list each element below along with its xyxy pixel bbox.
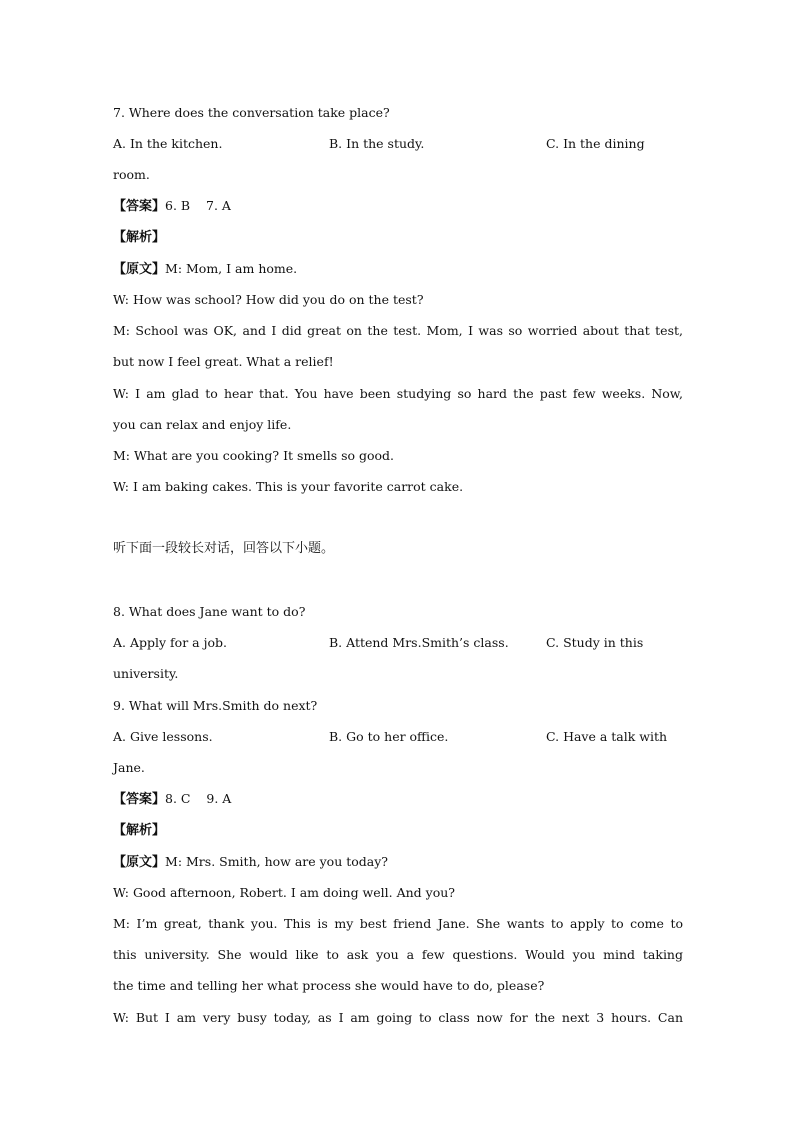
question-7: 7. Where does the conversation take place? [113, 105, 390, 120]
transcript-text: M: Mrs. Smith, how are you today? [165, 854, 388, 869]
analysis-tag: 【解析】 [113, 823, 166, 838]
option-a: A. Give lessons. [113, 729, 213, 744]
section-instruction: 听下面一段较长对话，回答以下小题。 [113, 541, 335, 556]
transcript-tag: 【原文】 [113, 855, 166, 870]
option-b: B. In the study. [329, 136, 425, 151]
transcript-line: M: What are you cooking? It smells so good. [113, 448, 395, 463]
option-c: C. In the dining [546, 136, 645, 151]
transcript-line: but now I feel great. What a relief! [113, 354, 334, 369]
transcript-line: the time and telling her what process she would have to do, please? [113, 978, 545, 993]
option-c-continuation: university. [113, 666, 179, 681]
analysis-tag: 【解析】 [113, 230, 166, 245]
transcript-text: M: Mom, I am home. [165, 261, 298, 276]
option-c: C. Have a talk with [546, 729, 668, 744]
transcript-line: W: I am baking cakes. This is your favorite carrot cake. [113, 479, 464, 494]
answer-text: 6. B 7. A [165, 198, 231, 213]
analysis-line [113, 229, 683, 246]
transcript-line: this university. She would like to ask you a few questions. Would you mind taking [113, 947, 683, 962]
option-b: B. Go to her office. [329, 729, 449, 744]
transcript-first-line [113, 261, 683, 278]
option-c-continuation: room. [113, 167, 150, 182]
question-7-options [113, 136, 683, 152]
transcript-line: W: Good afternoon, Robert. I am doing well. And you? [113, 885, 455, 900]
question-8-options [113, 635, 683, 651]
question-9: 9. What will Mrs.Smith do next? [113, 698, 318, 713]
transcript-line: M: I’m great, thank you. This is my best friend Jane. She wants to apply to come to [113, 916, 683, 931]
transcript-line: W: But I am very busy today, as I am going to class now for the next 3 hours. Can [113, 1010, 683, 1025]
answer-tag: 【答案】 [113, 792, 166, 807]
answer-line [113, 198, 683, 215]
option-c-continuation: Jane. [113, 760, 145, 775]
answer-text: 8. C 9. A [165, 791, 232, 806]
transcript-line: you can relax and enjoy life. [113, 417, 292, 432]
transcript-line: W: I am glad to hear that. You have been studying so hard the past few weeks. Now, [113, 386, 683, 401]
analysis-line [113, 822, 683, 839]
question-9-options [113, 729, 683, 745]
option-b: B. Attend Mrs.Smith’s class. [329, 635, 509, 650]
option-a: A. In the kitchen. [113, 136, 223, 151]
transcript-line: W: How was school? How did you do on the test? [113, 292, 424, 307]
transcript-first-line [113, 854, 683, 871]
transcript-line: M: School was OK, and I did great on the test. Mom, I was so worried about that test, [113, 323, 683, 338]
question-8: 8. What does Jane want to do? [113, 604, 306, 619]
answer-line [113, 791, 683, 808]
answer-tag: 【答案】 [113, 199, 166, 214]
option-c: C. Study in this [546, 635, 644, 650]
transcript-tag: 【原文】 [113, 262, 166, 277]
option-a: A. Apply for a job. [113, 635, 227, 650]
